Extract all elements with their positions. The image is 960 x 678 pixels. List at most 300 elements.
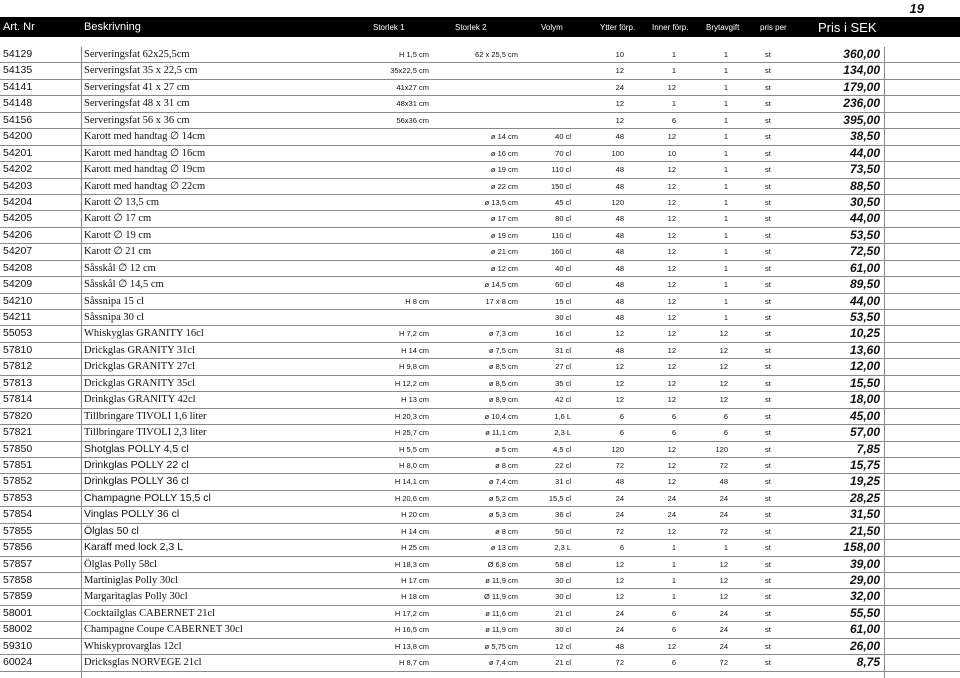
cell-price: 89,50 (849, 277, 880, 292)
cell-price: 179,00 (843, 79, 880, 94)
cell-inner-pack: 12 (667, 641, 676, 651)
cell-price-per: st (765, 411, 771, 421)
cell-description: Margaritaglas Polly 30cl (84, 591, 188, 603)
cell-price: 38,50 (849, 129, 880, 144)
cell-price-per: st (765, 50, 771, 59)
cell-volume: 80 cl (555, 214, 571, 224)
cell-break-fee: 12 (719, 559, 728, 569)
cell-art-nr: 57850 (3, 442, 33, 455)
cell-price-per: st (765, 576, 771, 585)
table-row (0, 409, 960, 425)
cell-size1: H 14 cm (401, 526, 429, 536)
cell-price-per: st (765, 214, 771, 224)
header-volume: Volym (541, 22, 563, 32)
cell-outer-pack: 12 (615, 362, 624, 372)
header-inner-pack: Inner förp. (652, 22, 689, 32)
cell-size2: 62 x 25,5 cm (475, 50, 518, 59)
cell-inner-pack: 12 (667, 197, 676, 207)
cell-volume: 30 cl (555, 313, 571, 322)
cell-break-fee: 1 (723, 214, 728, 224)
cell-size2: ø 11,9 cm (485, 576, 518, 585)
cell-size1: H 17 cm (401, 576, 429, 585)
cell-outer-pack: 10 (615, 50, 624, 59)
table-row (0, 524, 960, 540)
cell-inner-pack: 1 (671, 559, 676, 569)
cell-volume: 21 cl (555, 608, 571, 618)
cell-description: Såsskål ∅ 14,5 cm (84, 279, 164, 291)
cell-break-fee: 72 (719, 526, 728, 536)
cell-inner-pack: 1 (671, 592, 676, 602)
cell-outer-pack: 100 (611, 148, 624, 158)
cell-size2: ø 7,4 cm (488, 477, 518, 487)
cell-price: 26,00 (849, 638, 880, 653)
cell-price-per: st (765, 625, 771, 635)
cell-art-nr: 54210 (3, 294, 33, 307)
cell-art-nr: 54156 (3, 113, 33, 126)
cell-description: Drinkglas GRANITY 42cl (84, 394, 196, 406)
cell-outer-pack: 72 (615, 526, 624, 536)
cell-inner-pack: 12 (667, 345, 676, 355)
cell-description: Dricksglas NORVEGE 21cl (84, 657, 202, 669)
cell-price: 88,50 (849, 178, 880, 193)
cell-size1: H 14,1 cm (394, 477, 429, 487)
header-price-sek: Pris i SEK (818, 19, 877, 35)
cell-inner-pack: 12 (667, 82, 676, 92)
cell-art-nr: 57810 (3, 343, 33, 356)
cell-description: Whiskyglas GRANITY 16cl (84, 328, 204, 340)
header-size1: Storlek 1 (373, 22, 405, 32)
cell-inner-pack: 12 (667, 296, 676, 306)
header-outer-pack: Ytter förp. (600, 22, 636, 32)
cell-break-fee: 1 (723, 263, 728, 273)
table-row (0, 425, 960, 441)
cell-outer-pack: 12 (615, 66, 624, 76)
cell-outer-pack: 12 (615, 559, 624, 569)
cell-price: 15,75 (849, 457, 880, 472)
cell-art-nr: 57812 (3, 360, 33, 373)
header-break-fee: Brytavgift (706, 22, 740, 32)
cell-volume: 40 cl (555, 263, 571, 273)
cell-price-per: st (765, 230, 771, 240)
cell-art-nr: 57855 (3, 524, 33, 537)
cell-price: 32,00 (849, 589, 880, 604)
cell-size1: 48x31 cm (396, 99, 429, 109)
table-row (0, 261, 960, 277)
cell-break-fee: 1 (723, 132, 728, 142)
cell-outer-pack: 48 (615, 641, 624, 651)
table-row (0, 392, 960, 408)
cell-price: 30,50 (849, 194, 880, 209)
cell-outer-pack: 48 (615, 280, 624, 290)
cell-price: 134,00 (843, 63, 880, 78)
header-description: Beskrivning (84, 21, 141, 33)
table-row (0, 540, 960, 556)
table-row (0, 474, 960, 490)
cell-price-per: st (765, 115, 771, 125)
cell-volume: 60 cl (555, 280, 571, 290)
cell-break-fee: 1 (723, 115, 728, 125)
cell-volume: 15 cl (555, 296, 571, 306)
table-row (0, 310, 960, 326)
cell-volume: 45 cl (555, 197, 571, 207)
cell-price: 19,25 (849, 474, 880, 489)
cell-price: 44,00 (849, 211, 880, 226)
cell-art-nr: 58002 (3, 623, 33, 636)
cell-inner-pack: 12 (667, 477, 676, 487)
cell-art-nr: 57857 (3, 557, 33, 570)
cell-outer-pack: 12 (615, 378, 624, 388)
table-row (0, 162, 960, 178)
header-price-per: pris per (760, 22, 787, 32)
cell-volume: 58 cl (555, 559, 571, 569)
table-row (0, 277, 960, 293)
cell-description: Drinkglas POLLY 22 cl (84, 458, 189, 471)
cell-description: Drickglas GRANITY 31cl (84, 344, 196, 356)
cell-price: 57,00 (849, 425, 880, 440)
cell-art-nr: 54205 (3, 212, 33, 225)
cell-size2: ø 5,3 cm (488, 510, 518, 520)
page-number-area (0, 0, 960, 15)
cell-inner-pack: 12 (667, 132, 676, 142)
cell-price: 53,50 (849, 310, 880, 324)
cell-outer-pack: 6 (619, 543, 624, 553)
cell-size2: ø 5,75 cm (484, 641, 518, 651)
cell-inner-pack: 12 (667, 378, 676, 388)
cell-price: 45,00 (849, 408, 880, 423)
cell-outer-pack: 48 (615, 313, 624, 322)
cell-price-per: st (765, 362, 771, 372)
cell-inner-pack: 6 (671, 608, 676, 618)
cell-inner-pack: 12 (667, 214, 676, 224)
cell-outer-pack: 48 (615, 214, 624, 224)
table-row (0, 195, 960, 211)
cell-description: Vinglas POLLY 36 cl (84, 508, 180, 521)
cell-art-nr: 54129 (3, 48, 33, 60)
cell-inner-pack: 1 (671, 543, 676, 553)
cell-volume: 1,6 L (554, 411, 571, 421)
cell-outer-pack: 48 (615, 181, 624, 191)
cell-size1: H 25,7 cm (394, 428, 429, 438)
cell-inner-pack: 12 (667, 230, 676, 240)
cell-outer-pack: 48 (615, 247, 624, 257)
table-row (0, 96, 960, 112)
cell-price: 61,00 (849, 622, 880, 637)
cell-price-per: st (765, 296, 771, 306)
cell-inner-pack: 12 (667, 263, 676, 273)
cell-break-fee: 120 (715, 444, 728, 454)
table-row (0, 228, 960, 244)
cell-price-per: st (765, 99, 771, 109)
cell-art-nr: 55053 (3, 327, 33, 340)
cell-price-per: st (765, 197, 771, 207)
table-row (0, 179, 960, 195)
cell-art-nr: 54207 (3, 245, 33, 258)
cell-inner-pack: 12 (667, 460, 676, 470)
table-row (0, 557, 960, 573)
cell-inner-pack: 12 (667, 280, 676, 290)
cell-size2: ø 13,5 cm (484, 197, 518, 207)
cell-art-nr: 60024 (3, 656, 33, 669)
table-row (0, 129, 960, 145)
cell-volume: 16 cl (555, 329, 571, 339)
cell-inner-pack: 12 (667, 313, 676, 322)
cell-price-per: st (765, 329, 771, 339)
cell-price-per: st (765, 82, 771, 92)
cell-size2: ø 14,5 cm (484, 280, 518, 290)
cell-inner-pack: 12 (667, 526, 676, 536)
cell-price: 73,50 (849, 162, 880, 177)
cell-inner-pack: 6 (671, 428, 676, 438)
table-row (0, 442, 960, 458)
table-row (0, 376, 960, 392)
cell-price-per: st (765, 395, 771, 405)
cell-price-per: st (765, 132, 771, 142)
cell-size1: H 8,0 cm (398, 460, 429, 470)
cell-art-nr: 57820 (3, 409, 33, 422)
cell-price-per: st (765, 313, 771, 322)
cell-price: 31,50 (849, 507, 880, 522)
table-row (0, 294, 960, 310)
cell-price: 72,50 (849, 244, 880, 259)
table-row (0, 589, 960, 605)
cell-size2: ø 11,6 cm (485, 608, 518, 618)
cell-outer-pack: 12 (615, 395, 624, 405)
cell-price: 7,85 (856, 441, 880, 456)
cell-outer-pack: 12 (615, 329, 624, 339)
cell-inner-pack: 12 (667, 181, 676, 191)
cell-volume: 30 cl (555, 625, 571, 635)
cell-art-nr: 54204 (3, 195, 33, 208)
cell-art-nr: 54211 (3, 311, 32, 323)
cell-art-nr: 54200 (3, 130, 33, 143)
cell-volume: 31 cl (555, 345, 571, 355)
cell-size1: H 9,8 cm (398, 362, 429, 372)
cell-description: Såsskål ∅ 12 cm (84, 262, 156, 274)
cell-price: 8,75 (856, 655, 880, 670)
cell-size2: ø 16 cm (490, 148, 518, 158)
cell-art-nr: 54209 (3, 278, 33, 291)
cell-break-fee: 1 (723, 296, 728, 306)
cell-size1: H 8 cm (405, 296, 429, 306)
cell-inner-pack: 12 (667, 329, 676, 339)
cell-volume: 110 cl (551, 230, 571, 240)
cell-volume: 35 cl (555, 378, 571, 388)
cell-description: Tillbringare TIVOLI 1,6 liter (84, 410, 207, 422)
cell-break-fee: 6 (723, 428, 728, 438)
cell-inner-pack: 12 (667, 247, 676, 257)
cell-price: 28,25 (849, 490, 880, 505)
table-row (0, 63, 960, 79)
cell-price-per: st (765, 608, 771, 618)
cell-size1: H 5,5 cm (398, 444, 429, 454)
cell-price-per: st (765, 543, 771, 553)
cell-price: 12,00 (849, 359, 880, 374)
page-number: 19 (909, 1, 924, 16)
cell-inner-pack: 24 (667, 493, 676, 503)
cell-size2: ø 7,4 cm (488, 658, 518, 668)
cell-size1: H 13,8 cm (394, 641, 429, 651)
table-row (0, 507, 960, 523)
cell-price: 44,00 (849, 145, 880, 160)
cell-size2: ø 22 cm (490, 181, 518, 191)
cell-price-per: st (765, 592, 771, 602)
cell-size1: H 25 cm (401, 543, 429, 553)
cell-price-per: st (765, 181, 771, 191)
table-row (0, 146, 960, 162)
table-row (0, 606, 960, 622)
cell-price-per: st (765, 444, 771, 454)
cell-size2: ø 11,1 cm (485, 428, 518, 438)
cell-size2: ø 5,2 cm (488, 493, 518, 503)
cell-break-fee: 1 (723, 66, 728, 76)
cell-size2: ø 12 cm (490, 263, 518, 273)
cell-size2: ø 17 cm (490, 214, 518, 224)
cell-price: 158,00 (843, 540, 880, 555)
cell-outer-pack: 24 (615, 493, 624, 503)
cell-volume: 27 cl (555, 362, 571, 372)
cell-description: Karott med handtag ∅ 16cm (84, 147, 206, 159)
cell-inner-pack: 6 (671, 115, 676, 125)
cell-size2: Ø 11,9 cm (483, 592, 518, 602)
cell-outer-pack: 12 (615, 592, 624, 602)
table-row (0, 211, 960, 227)
cell-description: Serveringsfat 41 x 27 cm (84, 81, 190, 93)
cell-art-nr: 57851 (3, 458, 33, 471)
cell-art-nr: 57813 (3, 376, 33, 389)
cell-size2: ø 5 cm (495, 444, 518, 454)
cell-size2: ø 19 cm (490, 230, 518, 240)
cell-inner-pack: 12 (667, 165, 676, 175)
cell-break-fee: 12 (719, 362, 728, 372)
cell-description: Karott med handtag ∅ 22cm (84, 180, 206, 192)
cell-outer-pack: 48 (615, 477, 624, 487)
cell-price: 39,00 (849, 556, 880, 571)
cell-price-per: st (765, 559, 771, 569)
cell-size2: ø 8 cm (495, 526, 518, 536)
cell-size1: H 14 cm (401, 345, 429, 355)
cell-inner-pack: 1 (671, 576, 676, 585)
cell-outer-pack: 24 (615, 625, 624, 635)
cell-break-fee: 1 (723, 543, 728, 553)
cell-size1: H 8,7 cm (398, 658, 429, 668)
header-size2: Storlek 2 (455, 22, 487, 32)
cell-art-nr: 54206 (3, 228, 33, 241)
cell-price: 360,00 (843, 47, 880, 61)
cell-description: Drinkglas POLLY 36 cl (84, 475, 189, 488)
cell-size1: H 7,2 cm (398, 329, 429, 339)
cell-price-per: st (765, 263, 771, 273)
cell-size1: H 1,5 cm (398, 50, 429, 59)
cell-outer-pack: 72 (615, 460, 624, 470)
cell-size2: ø 14 cm (490, 132, 518, 142)
cell-description: Karaff med lock 2,3 L (84, 541, 184, 554)
cell-price: 53,50 (849, 227, 880, 242)
cell-price: 21,50 (849, 523, 880, 538)
cell-break-fee: 72 (719, 460, 728, 470)
cell-inner-pack: 1 (671, 50, 676, 59)
cell-outer-pack: 12 (615, 576, 624, 585)
cell-description: Karott ∅ 13,5 cm (84, 196, 160, 208)
cell-break-fee: 1 (723, 148, 728, 158)
cell-price: 15,50 (849, 375, 880, 390)
cell-size1: 41x27 cm (396, 82, 429, 92)
cell-outer-pack: 48 (615, 165, 624, 175)
cell-volume: 36 cl (555, 510, 571, 520)
cell-break-fee: 24 (719, 625, 728, 635)
cell-volume: 21 cl (555, 658, 571, 668)
cell-description: Serveringsfat 56 x 36 cm (84, 114, 190, 126)
cell-break-fee: 12 (719, 345, 728, 355)
cell-size2: Ø 6,8 cm (487, 559, 518, 569)
cell-volume: 70 cl (555, 148, 571, 158)
cell-size2: ø 7,3 cm (488, 329, 518, 339)
cell-art-nr: 58001 (3, 606, 33, 619)
cell-description: Karott med handtag ∅ 14cm (84, 131, 206, 143)
cell-break-fee: 72 (719, 658, 728, 668)
cell-size1: 35x22,5 cm (390, 66, 429, 76)
cell-price: 61,00 (849, 260, 880, 275)
cell-size1: H 18 cm (401, 592, 429, 602)
table-row (0, 573, 960, 589)
table-row (0, 458, 960, 474)
cell-description: Drickglas GRANITY 35cl (84, 377, 196, 389)
cell-price: 55,50 (849, 605, 880, 620)
cell-description: Karott med handtag ∅ 19cm (84, 164, 206, 176)
cell-price-per: st (765, 148, 771, 158)
cell-break-fee: 1 (723, 230, 728, 240)
cell-size2: ø 11,9 cm (485, 625, 518, 635)
cell-price-per: st (765, 428, 771, 438)
cell-size2: ø 19 cm (490, 165, 518, 175)
header-art-nr: Art. Nr (3, 21, 35, 33)
cell-volume: 22 cl (555, 460, 571, 470)
cell-price: 10,25 (849, 326, 880, 341)
cell-size2: ø 8 cm (495, 460, 518, 470)
cell-description: Ölglas Polly 58cl (84, 558, 157, 570)
cell-outer-pack: 48 (615, 230, 624, 240)
cell-art-nr: 57854 (3, 508, 33, 521)
cell-description: Cocktailglas CABERNET 21cl (84, 607, 216, 619)
cell-volume: 110 cl (551, 165, 571, 175)
cell-art-nr: 57853 (3, 491, 33, 504)
cell-size2: ø 8,5 cm (488, 362, 518, 372)
cell-art-nr: 57859 (3, 590, 33, 603)
cell-outer-pack: 48 (615, 345, 624, 355)
cell-size2: 17 x 8 cm (485, 296, 518, 306)
cell-break-fee: 1 (723, 247, 728, 257)
cell-break-fee: 24 (719, 493, 728, 503)
cell-size1: H 20 cm (401, 510, 429, 520)
cell-break-fee: 12 (719, 576, 728, 585)
cell-size2: ø 8,9 cm (488, 395, 518, 405)
cell-size2: ø 13 cm (490, 543, 518, 553)
cell-inner-pack: 1 (671, 66, 676, 76)
cell-outer-pack: 72 (615, 658, 624, 668)
cell-outer-pack: 120 (611, 444, 624, 454)
cell-outer-pack: 12 (615, 115, 624, 125)
cell-volume: 50 cl (555, 526, 571, 536)
cell-price-per: st (765, 378, 771, 388)
cell-size2: ø 7,5 cm (488, 345, 518, 355)
cell-size2: ø 10,4 cm (484, 411, 518, 421)
cell-break-fee: 24 (719, 510, 728, 520)
cell-description: Karott ∅ 21 cm (84, 246, 152, 258)
cell-price-per: st (765, 66, 771, 76)
cell-volume: 15,5 cl (548, 493, 571, 503)
cell-break-fee: 1 (723, 313, 728, 322)
cell-outer-pack: 48 (615, 263, 624, 273)
cell-volume: 2,3 L (554, 428, 571, 438)
